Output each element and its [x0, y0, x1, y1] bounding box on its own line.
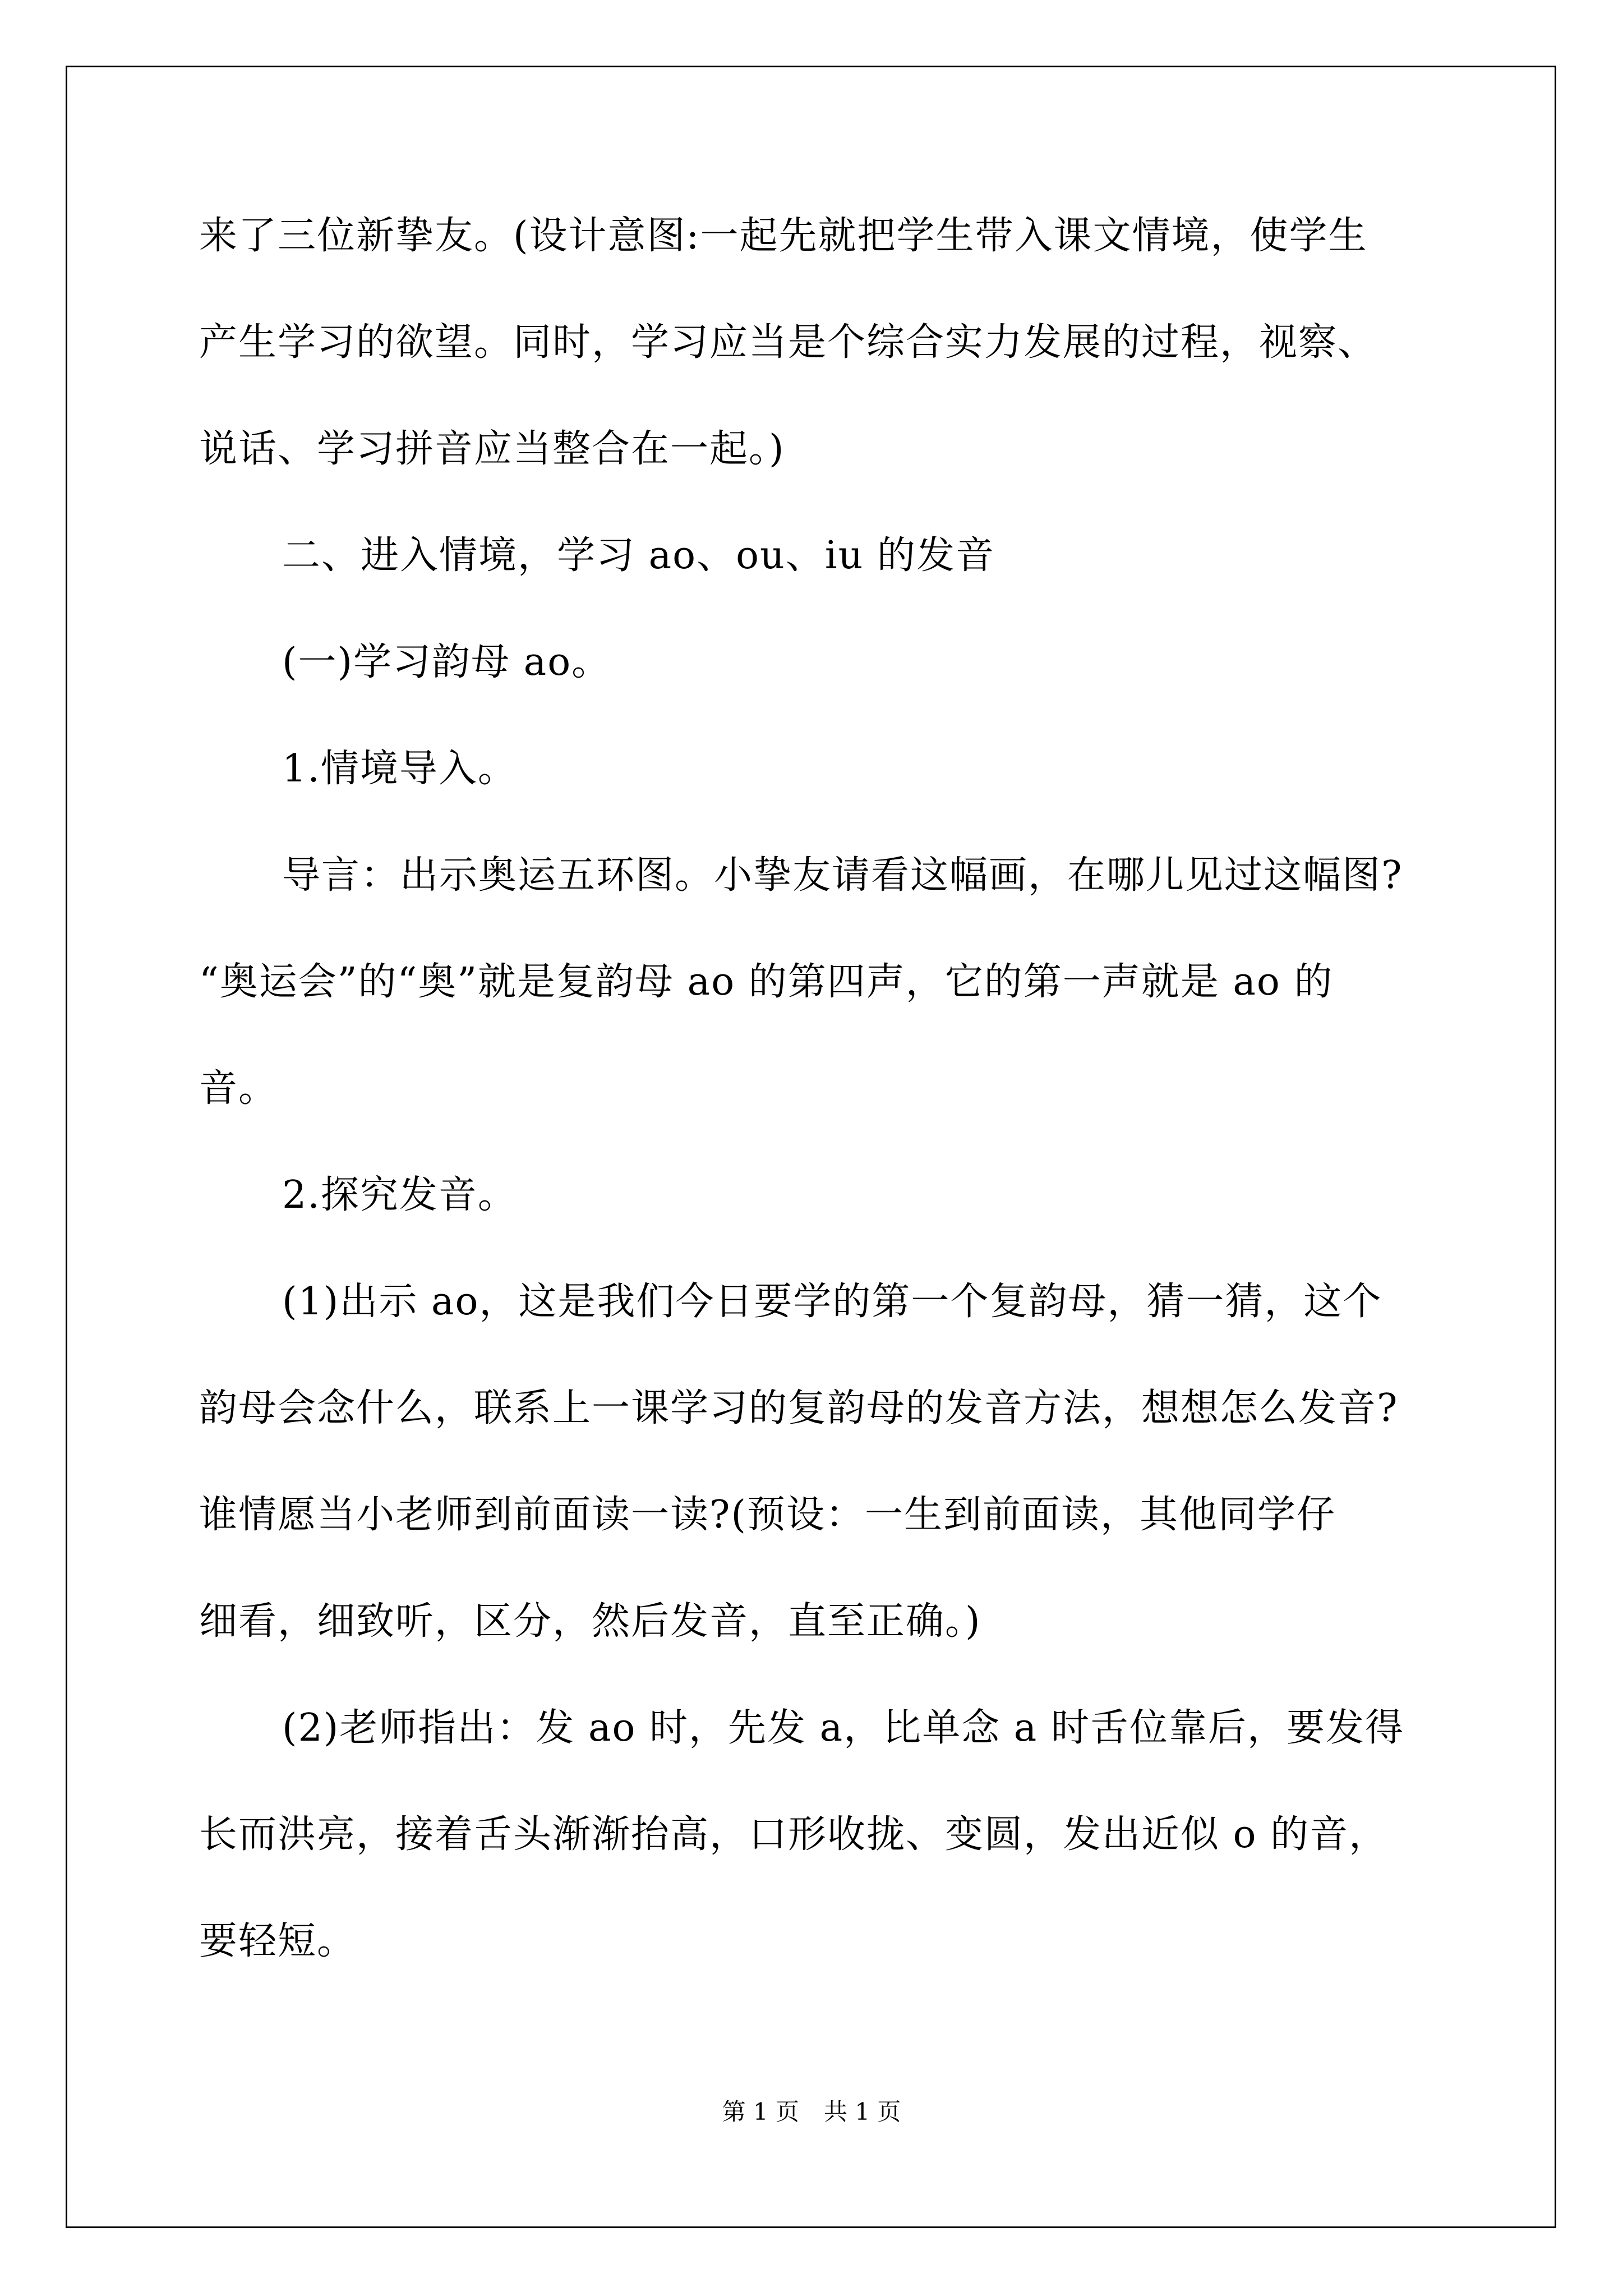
paragraph-line: 长而洪亮，接着舌头渐渐抬高，口形收拢、变圆，发出近似 o 的音， — [199, 1812, 1389, 1857]
paragraph-line: 产生学习的欲望。同时，学习应当是个综合实力发展的过程，视察、 — [199, 320, 1377, 365]
paragraph-line: 韵母会念什么，联系上一课学习的复韵母的发音方法，想想怎么发音? — [199, 1386, 1399, 1430]
paragraph-line: 说话、学习拼音应当整合在一起。) — [199, 427, 785, 471]
section-heading: 二、进入情境，学习 ao、ou、iu 的发音 — [282, 533, 995, 578]
paragraph-line: 细看，细致听，区分，然后发音，直至正确。) — [199, 1599, 981, 1644]
paragraph-line: 音。 — [199, 1066, 278, 1111]
page-total: 共 1 页 — [824, 2098, 901, 2125]
paragraph-line: 谁情愿当小老师到前面读一读?(预设：一生到前面读，其他同学仔 — [199, 1493, 1336, 1537]
paragraph-line: 要轻短。 — [199, 1919, 357, 1963]
subsection-heading: (一)学习韵母 ao。 — [282, 640, 611, 684]
paragraph-line: (2)老师指出：发 ao 时，先发 a，比单念 a 时舌位靠后，要发得 — [282, 1706, 1404, 1750]
paragraph-line: 导言：出示奥运五环图。小挚友请看这幅画，在哪儿见过这幅图? — [282, 853, 1403, 898]
paragraph-line: 来了三位新挚友。(设计意图:一起先就把学生带入课文情境，使学生 — [199, 214, 1368, 258]
paragraph-line: (1)出示 ao，这是我们今日要学的第一个复韵母，猜一猜，这个 — [282, 1280, 1382, 1324]
step-heading: 2.探究发音。 — [282, 1173, 517, 1217]
paragraph-line: “奥运会”的“奥”就是复韵母 ao 的第四声，它的第一声就是 ao 的 — [199, 960, 1334, 1004]
page-number: 第 1 页 — [722, 2098, 799, 2125]
step-heading: 1.情境导入。 — [282, 747, 517, 791]
document-body — [199, 215, 1422, 2027]
page-footer — [0, 2098, 1623, 2126]
